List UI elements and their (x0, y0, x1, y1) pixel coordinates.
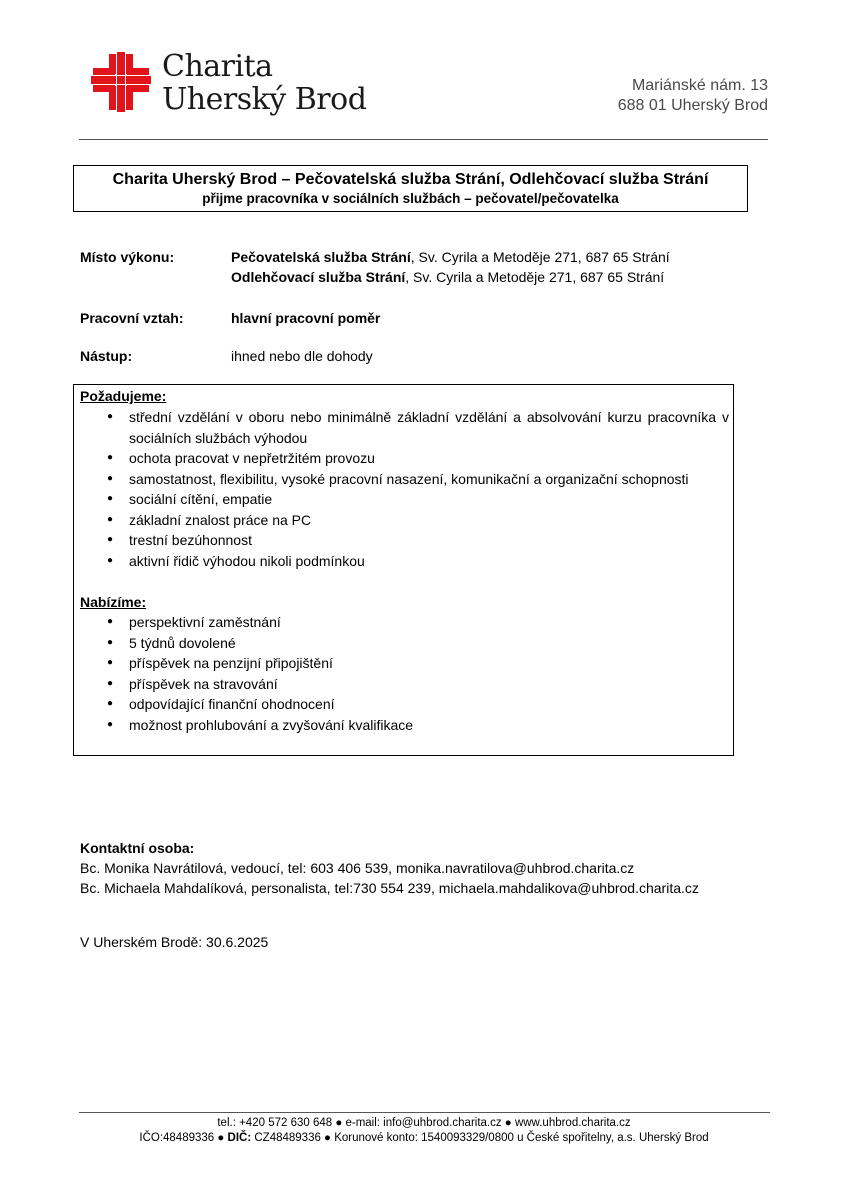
requirements-title: Požadujeme: (80, 388, 167, 404)
date-line: V Uherském Brodě: 30.6.2025 (80, 934, 269, 950)
offers-list (74, 612, 733, 735)
list-item: ● samostatnost, flexibilitu, vysoké pracovní nasazení, komunikační a organizační schopnosti (74, 469, 733, 490)
bullet-icon: ● (107, 534, 114, 545)
list-item: ● aktivní řidič výhodou nikoli podmínkou (74, 551, 733, 572)
organization-address (618, 76, 768, 116)
bullet-icon: ● (107, 513, 114, 525)
requirements-list (74, 407, 733, 571)
dic-rest: CZ48489336 ● Korunové konto: 1540093329/0800 u České spořitelny, a.s. Uherský Brod (251, 1132, 709, 1144)
footer-line-2: IČO:48489336 ● DIČ: CZ48489336 ● Korunové konto: 1540093329/0800 u České spořitelny, a.s. Uherský Brod (139, 1132, 709, 1144)
place-1-address: , Sv. Cyrila a Metoděje 271, 687 65 Strání (410, 249, 670, 265)
job-title: Charita Uherský Brod – Pečovatelská služba Strání, Odlehčovací služba Strání (112, 171, 709, 188)
contact-section (80, 838, 699, 898)
bullet-icon: ● (107, 636, 114, 648)
place-2-name: Odlehčovací služba Strání (231, 269, 406, 285)
dic-label: DIČ: (227, 1132, 252, 1144)
contact-title: Kontaktní osoba: (80, 840, 195, 856)
relation-value: hlavní pracovní poměr (231, 310, 381, 326)
ico-label: IČO: (139, 1132, 164, 1144)
start-value: ihned nebo dle dohody (231, 348, 373, 364)
list-item: ● příspěvek na stravování (74, 674, 733, 695)
address-street: Mariánské nám. 13 (631, 77, 768, 94)
list-item: ● sociální cítění, empatie (74, 489, 733, 510)
bullet-icon: ● (107, 698, 114, 709)
bullet-icon: ● (107, 493, 114, 504)
footer-divider (79, 1112, 770, 1113)
charita-cross-icon (89, 50, 153, 114)
footer-line-1: tel.: +420 572 630 648 ● e-mail: info@uhbrod.charita.cz ● www.uhbrod.charita.cz (217, 1117, 631, 1129)
offers-title: Nabízíme: (80, 594, 147, 610)
ico-value: 48489336 (163, 1132, 215, 1144)
list-item: ● střední vzdělání v oboru nebo minimálně základní vzdělání a absolvování kurzu pracovníka v sociálních službách výhodou (107, 409, 729, 446)
logo-line-1: Charita (162, 49, 273, 84)
place-label: Místo výkonu: (80, 249, 175, 265)
logo-line-2: Uherský Brod (162, 82, 367, 117)
bullet-icon: ● (107, 554, 114, 566)
list-item: ● odpovídající finanční ohodnocení (74, 694, 733, 715)
bullet-icon: ● (107, 657, 114, 668)
start-label: Nástup: (80, 348, 133, 364)
contact-person-2: Bc. Michaela Mahdalíková, personalista, tel:730 554 239, michaela.mahdalikova@uhbrod.charita.cz (80, 880, 699, 896)
job-title-box (73, 165, 748, 212)
bullet-icon: ● (107, 452, 114, 463)
header-divider (79, 139, 768, 140)
list-item: ● perspektivní zaměstnání (74, 612, 733, 633)
job-subtitle: přijme pracovníka v sociálních službách – pečovatel/pečovatelka (202, 191, 619, 206)
list-item: ● základní znalost práce na PC (74, 510, 733, 531)
list-item: ● příspěvek na penzijní připojištění (74, 653, 733, 674)
place-value-2 (231, 269, 664, 285)
requirements-offers-box (73, 384, 734, 756)
list-item: ● trestní bezúhonnost (74, 530, 733, 551)
bullet-icon: ● (107, 718, 114, 730)
bullet-icon: ● (107, 472, 114, 484)
bullet-icon: ● (107, 616, 114, 627)
place-2-address: , Sv. Cyrila a Metoděje 271, 687 65 Strání (405, 269, 665, 285)
bullet-icon: ● (107, 677, 114, 689)
place-value-1 (231, 249, 670, 265)
relation-label: Pracovní vztah: (80, 310, 184, 326)
list-item: ● 5 týdnů dovolené (74, 633, 733, 654)
bullet-icon: ● (107, 411, 114, 422)
address-city: 688 01 Uherský Brod (617, 97, 768, 114)
list-item: ● možnost prohlubování a zvyšování kvalifikace (74, 715, 733, 736)
contact-person-1: Bc. Monika Navrátilová, vedoucí, tel: 603 406 539, monika.navratilova@uhbrod.charita.cz (80, 860, 635, 876)
list-item: ● ochota pracovat v nepřetržitém provozu (74, 448, 733, 469)
logo-wordmark (162, 50, 366, 116)
place-1-name: Pečovatelská služba Strání (231, 249, 411, 265)
